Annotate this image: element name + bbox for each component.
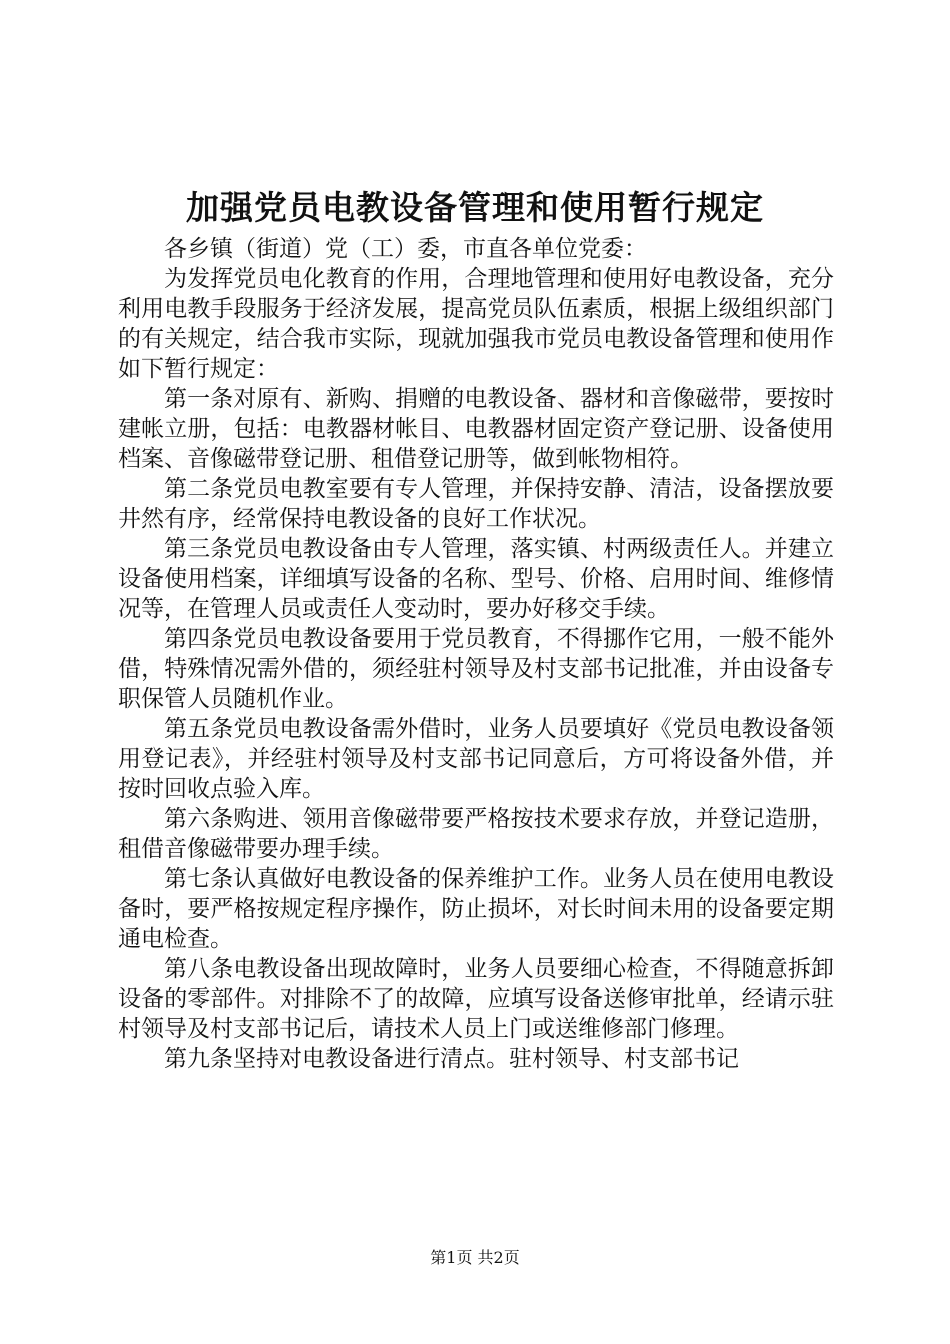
article-3-paragraph: 第三条党员电教设备由专人管理，落实镇、村两级责任人。并建立设备使用档案，详细填写设备的名称、型号、价格、启用时间、维修情况等，在管理人员或责任人变动时，要办好移交手续。	[118, 536, 834, 622]
article-8-paragraph: 第八条电教设备出现故障时，业务人员要细心检查，不得随意拆卸设备的零部件。对排除不了的故障，应填写设备送修审批单，经请示驻村领导及村支部书记后，请技术人员上门或送维修部门修理。	[118, 956, 834, 1042]
article-7-paragraph: 第七条认真做好电教设备的保养维护工作。业务人员在使用电教设备时，要严格按规定程序操作，防止损坏，对长时间未用的设备要定期通电检查。	[118, 866, 834, 952]
article-5-paragraph: 第五条党员电教设备需外借时，业务人员要填好《党员电教设备领用登记表》，并经驻村领导及村支部书记同意后，方可将设备外借，并按时回收点验入库。	[118, 716, 834, 802]
article-6-paragraph: 第六条购进、领用音像磁带要严格按技术要求存放，并登记造册，租借音像磁带要办理手续。	[118, 806, 834, 862]
document-title: 加强党员电教设备管理和使用暂行规定	[186, 188, 764, 227]
document-body	[118, 234, 834, 1074]
page-footer: 第1页 共2页	[430, 1248, 520, 1267]
salutation-paragraph: 各乡镇（街道）党（工）委，市直各单位党委：	[164, 236, 647, 262]
article-1-paragraph: 第一条对原有、新购、捐赠的电教设备、器材和音像磁带，要按时建帐立册，包括：电教器材帐目、电教器材固定资产登记册、设备使用档案、音像磁带登记册、租借登记册等，做到帐物相符。	[118, 386, 834, 472]
article-4-paragraph: 第四条党员电教设备要用于党员教育，不得挪作它用，一般不能外借，特殊情况需外借的，须经驻村领导及村支部书记批准，并由设备专职保管人员随机作业。	[118, 626, 834, 712]
intro-paragraph: 为发挥党员电化教育的作用，合理地管理和使用好电教设备，充分利用电教手段服务于经济发展，提高党员队伍素质，根据上级组织部门的有关规定，结合我市实际，现就加强我市党员电教设备管理和使用作如下暂行规定：	[118, 266, 834, 382]
article-9-paragraph: 第九条坚持对电教设备进行清点。驻村领导、村支部书记	[164, 1046, 739, 1072]
article-2-paragraph: 第二条党员电教室要有专人管理，并保持安静、清洁，设备摆放要井然有序，经常保持电教设备的良好工作状况。	[118, 476, 834, 532]
